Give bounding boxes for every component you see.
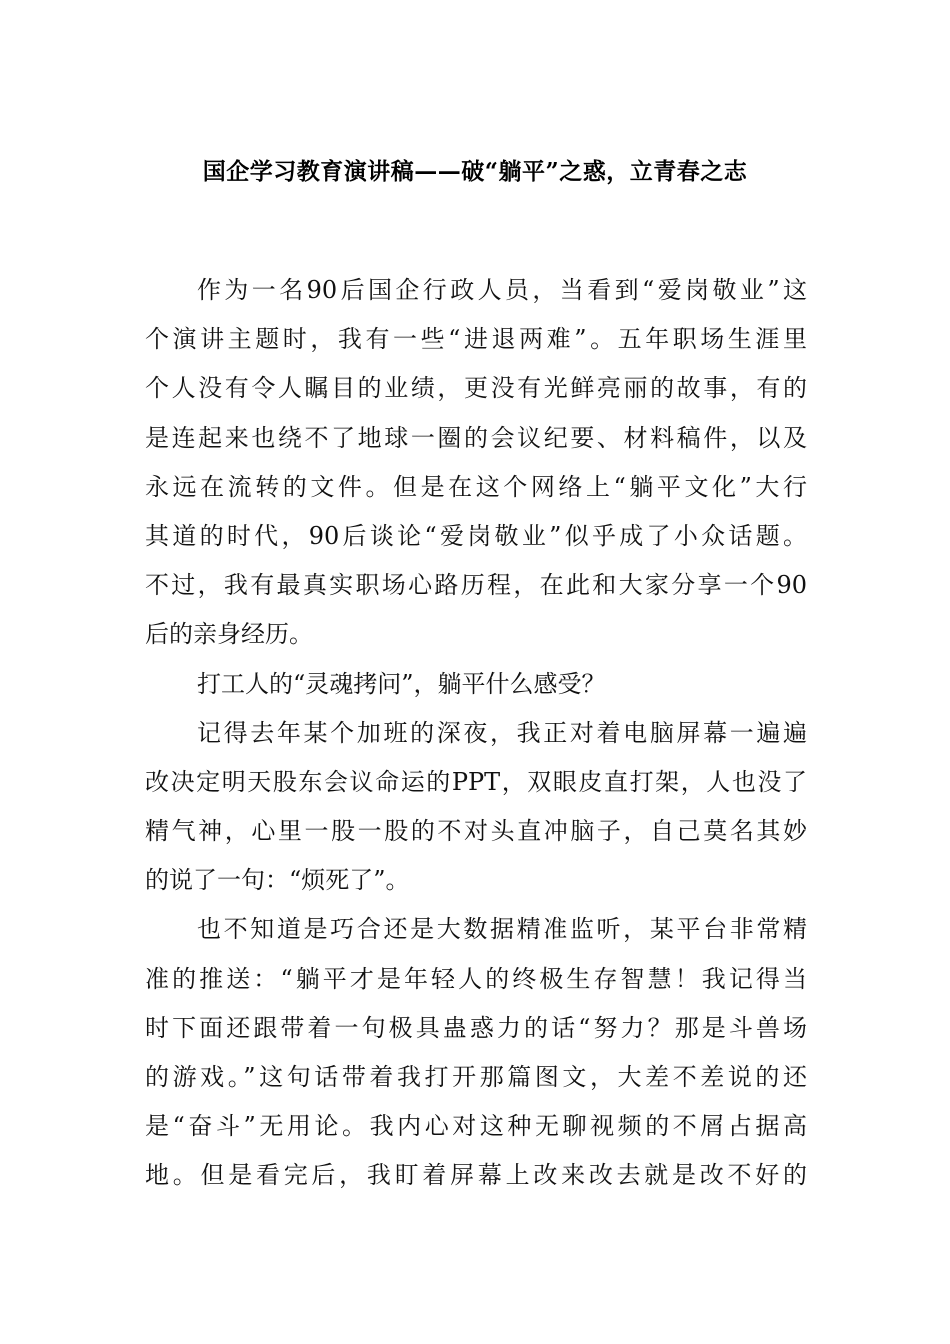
body-line: 改决定明天股东会议命运的PPT，双眼皮直打架，人也没了 [145, 767, 807, 796]
body-line: 精气神，心里一股一股的不对头直冲脑子，自己莫名其妙 [145, 817, 807, 846]
document-body [145, 266, 807, 1201]
body-line: 记得去年某个加班的深夜，我正对着电脑屏幕一遍遍 [197, 718, 807, 747]
body-line: 是“奋斗”无用论。我内心对这种无聊视频的不屑占据高 [145, 1112, 807, 1141]
body-line: 其道的时代，90后谈论“爱岗敬业”似乎成了小众话题。 [145, 521, 807, 550]
body-line: 准的推送：“躺平才是年轻人的终极生存智慧！我记得当 [145, 964, 807, 993]
body-line: 个人没有令人瞩目的业绩，更没有光鲜亮丽的故事，有的 [145, 374, 807, 403]
body-line: 地。但是看完后，我盯着屏幕上改来改去就是改不好的 [145, 1161, 807, 1190]
body-line: 也不知道是巧合还是大数据精准监听，某平台非常精 [197, 915, 807, 944]
body-line: 的游戏。”这句话带着我打开那篇图文，大差不差说的还 [145, 1063, 807, 1091]
document-title: 国企学习教育演讲稿——破“躺平”之惑，立青春之志 [202, 158, 748, 185]
section-heading: 打工人的“灵魂拷问”，躺平什么感受？ [197, 669, 606, 698]
body-line: 不过，我有最真实职场心路历程，在此和大家分享一个90 [145, 571, 807, 600]
body-line: 是连起来也绕不了地球一圈的会议纪要、材料稿件，以及 [145, 423, 807, 452]
body-line: 永远在流转的文件。但是在这个网络上“躺平文化”大行 [145, 472, 807, 501]
body-line: 时下面还跟带着一句极具蛊惑力的话“努力？那是斗兽场 [145, 1013, 807, 1042]
body-line: 后的亲身经历。 [145, 620, 313, 649]
body-line: 作为一名90后国企行政人员，当看到“爱岗敬业”这 [197, 276, 807, 304]
body-line: 的说了一句：“烦死了”。 [145, 866, 410, 895]
body-line: 个演讲主题时，我有一些“进退两难”。五年职场生涯里 [145, 325, 807, 354]
